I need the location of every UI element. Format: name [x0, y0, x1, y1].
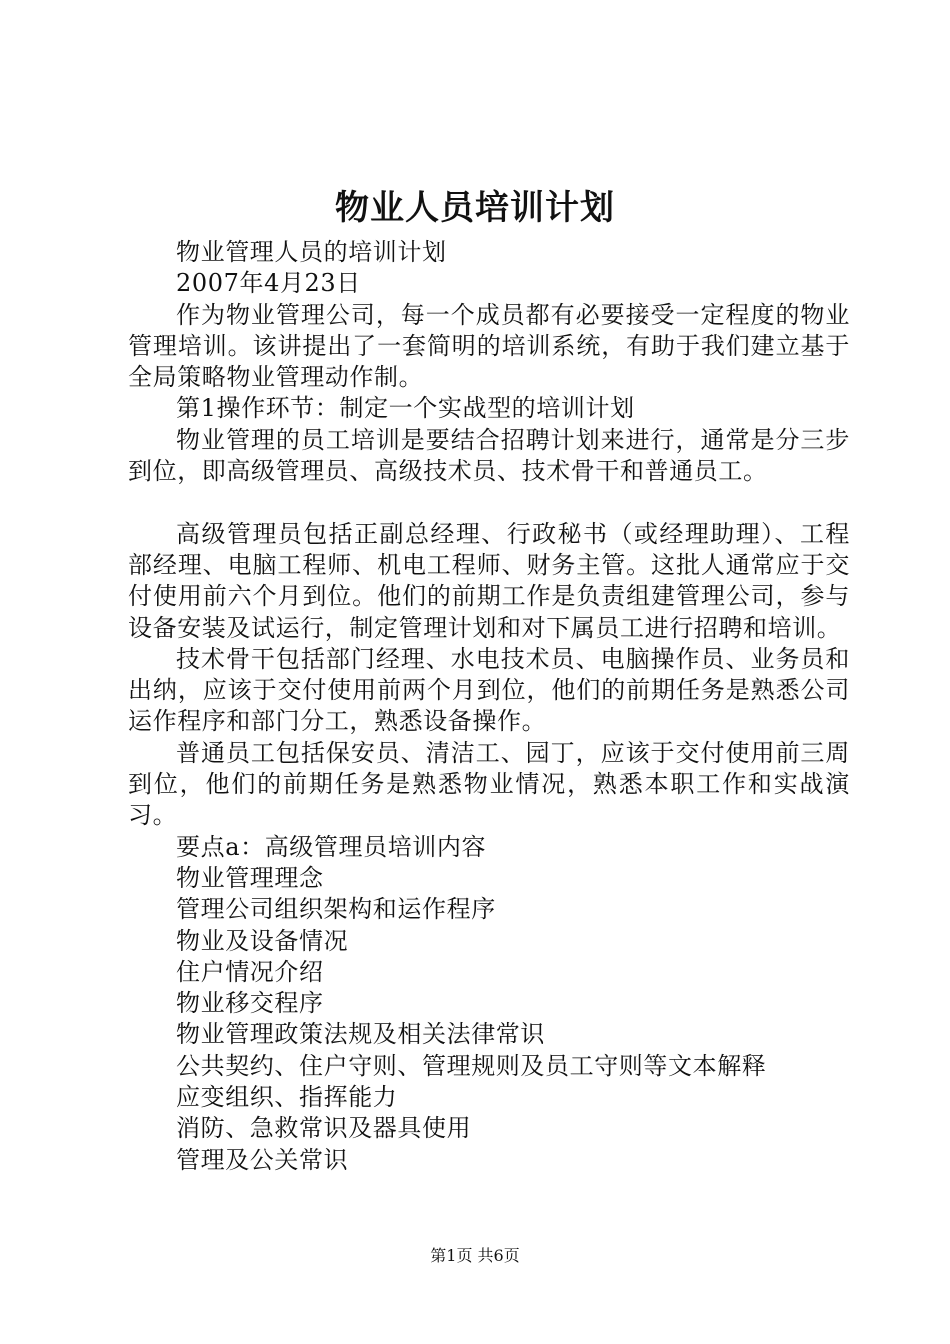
- list-item: 公共契约、住户守则、管理规则及员工守则等文本解释: [176, 1051, 767, 1080]
- point-heading: 要点a：高级管理员培训内容: [176, 832, 487, 861]
- list-item: 物业及设备情况: [176, 926, 349, 955]
- document-body: [128, 237, 850, 1176]
- body-paragraph: 普通员工包括保安员、清洁工、园丁，应该于交付使用前三周到位，他们的前期任务是熟悉物业情况，熟悉本职工作和实战演习。: [128, 738, 850, 830]
- subtitle-paragraph: 物业管理人员的培训计划: [176, 238, 447, 266]
- body-paragraph: 物业管理的员工培训是要结合招聘计划来进行，通常是分三步到位，即高级管理员、高级技术员、技术骨干和普通员工。: [128, 425, 850, 486]
- document-title: 物业人员培训计划: [335, 188, 615, 228]
- list-item: 应变组织、指挥能力: [176, 1083, 398, 1112]
- list-item: 物业移交程序: [176, 989, 324, 1018]
- list-item: 管理及公关常识: [176, 1145, 349, 1174]
- list-item: 管理公司组织架构和运作程序: [176, 895, 496, 924]
- list-item: 消防、急救常识及器具使用: [176, 1114, 472, 1143]
- section-heading: 第1操作环节：制定一个实战型的培训计划: [176, 394, 635, 423]
- blank-line: [128, 487, 850, 518]
- list-item: 物业管理理念: [176, 863, 324, 892]
- body-paragraph: 技术骨干包括部门经理、水电技术员、电脑操作员、业务员和出纳，应该于交付使用前两个月到位，他们的前期任务是熟悉公司运作程序和部门分工，熟悉设备操作。: [128, 644, 850, 736]
- date-paragraph: 2007年4月23日: [176, 269, 361, 298]
- body-paragraph: 高级管理员包括正副总经理、行政秘书（或经理助理）、工程部经理、电脑工程师、机电工程师、财务主管。这批人通常应于交付使用前六个月到位。他们的前期工作是负责组建管理公司，参与设备安装及试运行，制定管理计划和对下属员工进行招聘和培训。: [128, 519, 850, 642]
- list-item: 住户情况介绍: [176, 957, 324, 986]
- list-item: 物业管理政策法规及相关法律常识: [176, 1020, 545, 1049]
- page-footer: 第1页 共6页: [430, 1246, 520, 1265]
- intro-paragraph: 作为物业管理公司，每一个成员都有必要接受一定程度的物业管理培训。该讲提出了一套简明的培训系统，有助于我们建立基于全局策略物业管理动作制。: [128, 300, 850, 392]
